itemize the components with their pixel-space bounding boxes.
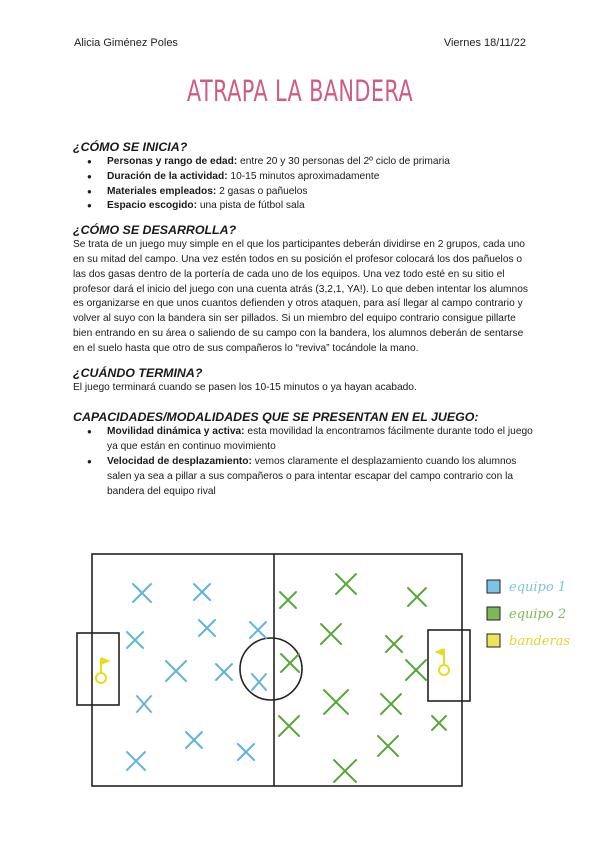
team2-player-icon: [432, 716, 446, 730]
flag-icon-right: [437, 649, 449, 675]
legend-label-flags: banderas: [509, 634, 571, 649]
team2-player-icon: [378, 736, 398, 756]
inicio-list: [73, 155, 533, 214]
team2-player-icon: [280, 592, 296, 608]
list-item: [107, 425, 533, 455]
list-item-text: esta movilidad la encontramos fácilmente durante todo el juego ya que están en continuo movimiento: [107, 426, 533, 453]
list-item-text: una pista de fútbol sala: [197, 200, 305, 212]
list-item-text: entre 20 y 30 personas del 2º ciclo de primaria: [237, 156, 450, 167]
team2-player-icon: [406, 660, 426, 680]
team2-player-icon: [281, 654, 299, 672]
legend-label-team1: equipo 1: [509, 580, 567, 595]
list-item: [107, 155, 533, 170]
team1-player-icon: [194, 584, 210, 600]
legend-swatch-team1: [487, 580, 500, 593]
legend: [487, 580, 570, 649]
team1-player-icon: [137, 696, 151, 712]
list-item: [107, 455, 533, 499]
list-item-label: Movilidad dinámica y activa:: [107, 426, 245, 438]
fin-paragraph: El juego terminará cuando se pasen los 10-15 minutos o ya hayan acabado.: [73, 381, 417, 393]
playing-field-diagram: [0, 540, 600, 840]
section-heading-desarrollo: ¿CÓMO SE DESARROLLA?: [73, 223, 237, 238]
document-date: Viernes 18/11/22: [443, 37, 526, 49]
page-title: ATRAPA LA BANDERA: [186, 74, 414, 108]
team1-player-icon: [216, 664, 232, 680]
team1-player-icon: [238, 744, 254, 760]
team2-player-icon: [279, 716, 299, 736]
team2-player-icon: [386, 636, 402, 652]
document-body: [73, 139, 533, 499]
team1-player-icon: [127, 632, 143, 648]
section-heading-capacidades: CAPACIDADES/MODALIDADES QUE SE PRESENTAN EN EL JUEGO:: [73, 410, 479, 425]
right-goal-area: [428, 630, 470, 701]
list-item-text: 10-15 minutos aproximadamente: [227, 170, 380, 182]
team1-player-icon: [250, 622, 266, 638]
legend-swatch-flags: [487, 634, 500, 647]
list-item-label: Velocidad de desplazamiento:: [107, 455, 252, 467]
flag-icon-left: [96, 658, 108, 683]
list-item: [107, 170, 533, 185]
list-item-label: Personas y rango de edad:: [107, 156, 238, 167]
team2-player-icon: [321, 624, 341, 644]
team1-player-icon: [252, 674, 266, 690]
author-name: Alicia Giménez Poles: [74, 37, 178, 49]
list-item-text: 2 gasas o pañuelos: [216, 185, 308, 197]
team1-player-icon: [186, 732, 202, 748]
section-heading-inicio: ¿CÓMO SE INICIA?: [73, 140, 188, 154]
desarrollo-paragraph: Se trata de un juego muy simple en el que los participantes deberán dividirse en 2 grupos, cada uno en su mitad del campo. Una vez estén todos en su posición el profesor colocará los dos pañuelos o las dos gasas dentro de la portería de cada uno de los equipos. Una vez todo esté en su sitio el profesor dará el inicio del juego con una cuenta atrás (3,2,1, YA!). Lo que deben intentar los alumnos es organizarse en que unos cuantos defienden y otros ataquen, para así llegar al campo contrario y volver al suyo con la bandera sin ser pillados. Si un miembro del equipo contrario consigue pillarte bien entrando en su área o saliendo de su campo con la bandera, los alumnos deberán de sentarse en el suelo hasta que otro de sus compañeros lo “reviva” tocándole la mano.: [73, 239, 528, 354]
team2-player-icon: [336, 574, 356, 594]
team2-player-icon: [381, 694, 401, 714]
team1-player-icon: [133, 584, 151, 602]
list-item: [107, 185, 533, 200]
list-item-text: vemos claramente el desplazamiento cuando los alumnos salen ya sea a pillar a sus compañeros o para intentar escapar del campo contrario con la bandera del equipo rival: [107, 455, 517, 497]
list-item-label: Duración de la actividad:: [107, 170, 228, 182]
center-circle: [240, 638, 302, 700]
list-item-label: Materiales empleados:: [107, 185, 217, 197]
team2-player-icon: [334, 760, 356, 782]
team2-player-icon: [408, 588, 426, 606]
capacidades-list: [73, 425, 533, 499]
list-item: [107, 199, 533, 214]
team1-player-icon: [199, 620, 215, 636]
legend-item-team1: [487, 580, 566, 595]
legend-item-team2: [487, 607, 566, 622]
list-item-label: Espacio escogido:: [107, 200, 198, 212]
section-heading-fin: ¿CUÁNDO TERMINA?: [73, 365, 203, 380]
legend-swatch-team2: [487, 607, 500, 620]
legend-label-team2: equipo 2: [509, 607, 567, 622]
team2-player-icon: [324, 690, 348, 714]
left-goal-area: [77, 633, 119, 705]
team1-player-icon: [127, 752, 145, 770]
team1-player-icon: [166, 661, 186, 681]
legend-item-flags: [487, 634, 570, 649]
